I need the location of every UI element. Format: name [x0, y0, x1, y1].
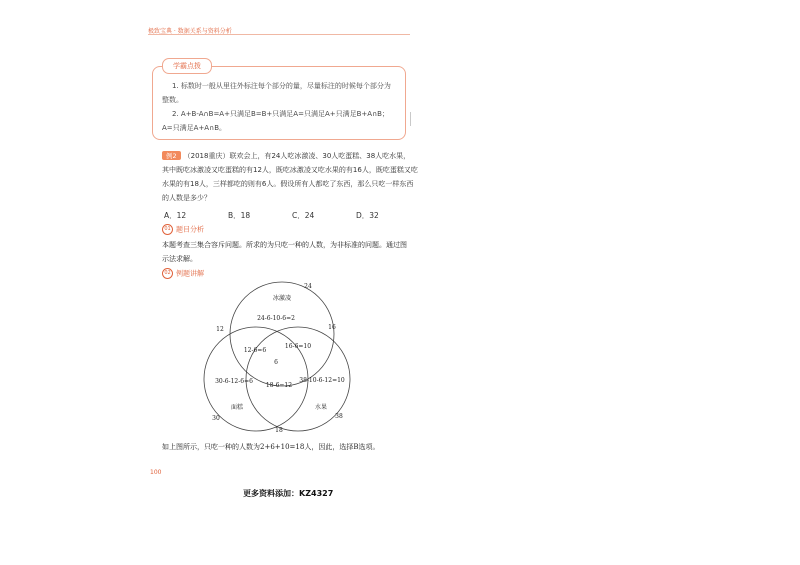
analysis-title: 题目分析: [176, 225, 204, 234]
tips-line-2: 整数。: [162, 96, 183, 104]
region-cake-fruit: 18-6=12: [265, 382, 293, 389]
total-ice: 24: [304, 283, 312, 290]
region-center: 6: [274, 359, 278, 366]
fruit-label: 水果: [314, 404, 328, 411]
explain-title: 例题讲解: [176, 269, 204, 278]
region-cake-only: 30-6-12-6=6: [215, 378, 253, 385]
tips-line-1: 1. 标数时一般从里往外标注每个部分的量，尽量标注的时候每个部分为: [172, 82, 391, 90]
conclusion-text: 如上图所示，只吃一种的人数为2+6+10=18人，因此，选择B选项。: [162, 443, 380, 451]
option-d: D．32: [356, 211, 379, 220]
total-fruit: 38: [335, 413, 343, 420]
cake-label: 面糕: [230, 404, 244, 411]
section-number-icon: 01: [162, 224, 173, 235]
total-ice-fruit: 16: [328, 324, 336, 331]
page-number: 100: [150, 469, 162, 476]
tips-title: 学霸点拨: [162, 58, 212, 74]
total-cake-fruit: 18: [275, 427, 283, 434]
region-ice-cake: 12-6=6: [243, 347, 267, 354]
region-fruit-only: 38-10-6-12=10: [299, 377, 345, 384]
example-line-3: 水果的有18人，三样都吃的则有6人。假设所有人都吃了东西，那么只吃一样东西: [162, 180, 414, 188]
region-ice-fruit: 16-6=10: [284, 343, 312, 350]
analysis-line-1: 本题考查三集合容斥问题。所求的为只吃一种的人数，为非标准的问题。通过图: [162, 241, 407, 249]
total-cake: 30: [212, 415, 220, 422]
ice-cream-label: 冰激凌: [272, 295, 292, 302]
running-header: 极致宝典 · 数据关系与资料分析: [148, 28, 232, 35]
total-ice-cake: 12: [216, 326, 224, 333]
analysis-line-2: 示法求解。: [162, 255, 197, 263]
example-text-1: （2018重庆）联欢会上，有24人吃冰激凌、30人吃蛋糕、38人吃水果，: [183, 152, 411, 160]
example-line-2: 其中既吃冰激凌又吃蛋糕的有12人，既吃冰激凌又吃水果的有16人，既吃蛋糕又吃: [162, 166, 418, 174]
footer-contact: 更多资料添加：KZ4327: [243, 489, 334, 498]
section-number-icon: 02: [162, 268, 173, 279]
tips-line-4: A=只满足A+A∩B。: [162, 124, 227, 132]
tips-line-3: 2. A+B-A∩B=A+只满足B=B+只满足A=只满足A+只满足B+A∩B；: [172, 110, 389, 118]
option-c: C．24: [292, 211, 315, 220]
example-badge: 例2: [162, 151, 181, 160]
option-b: B．18: [228, 211, 251, 220]
region-ice-only: 24-6-10-6=2: [257, 315, 295, 322]
example-line-4: 的人数是多少？: [162, 194, 211, 202]
option-a: A．12: [164, 211, 187, 220]
